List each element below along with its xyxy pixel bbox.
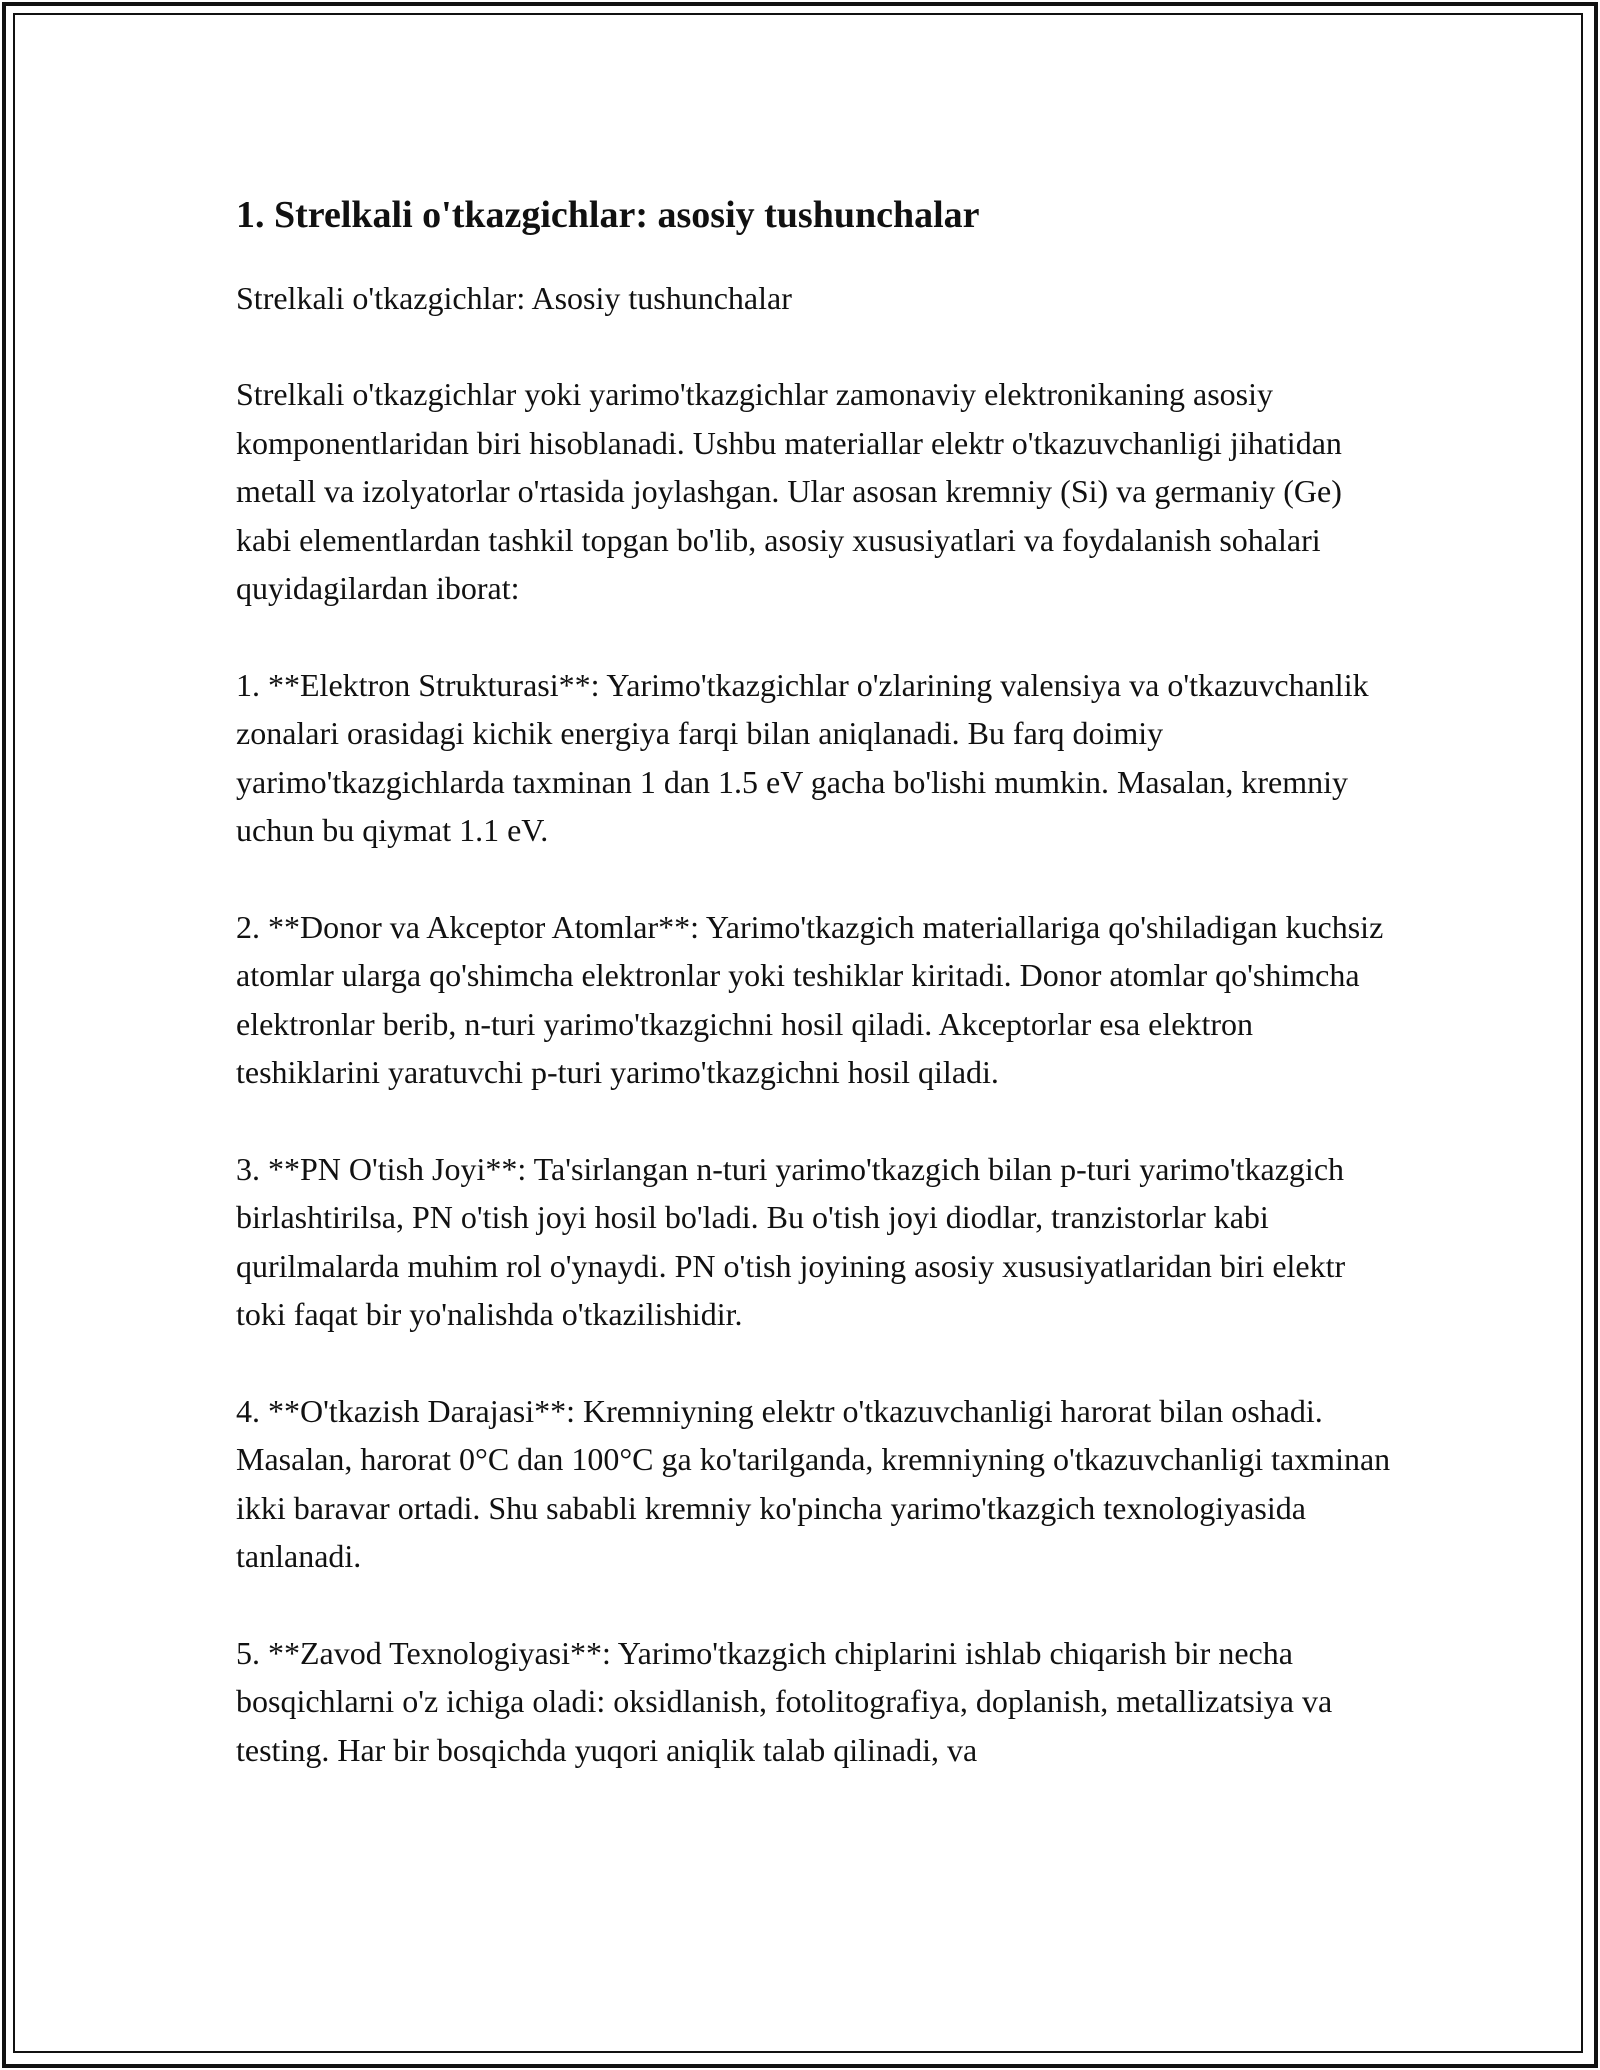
paragraph-fabrication: 5. **Zavod Texnologiyasi**: Yarimo'tkazgich chiplarini ishlab chiqarish bir necha bosqichlarni o'z ichiga oladi: oksidlanish, fotolitografiya, doplanish, metallizatsiya va testing. Har bir bosqichda yuqori aniqlik talab qilinadi, va bbox=[236, 1634, 1333, 1768]
document-title: 1. Strelkali o'tkazgichlar: asosiy tushunchalar bbox=[236, 194, 980, 236]
document-subtitle: Strelkali o'tkazgichlar: Asosiy tushunchalar bbox=[236, 280, 792, 316]
paragraph-donor-acceptor: 2. **Donor va Akceptor Atomlar**: Yarimo'tkazgich materiallariga qo'shiladigan kuchsiz atomlar ularga qo'shimcha elektronlar yoki teshiklar kiritadi. Donor atomlar qo'shimcha elektronlar berib, n-turi yarimo'tkazgichni hosil qiladi. Akceptorlar esa elektron teshiklarini yaratuvchi p-turi yarimo'tkazgichni hosil qiladi. bbox=[236, 908, 1384, 1090]
paragraph-electron-structure: 1. **Elektron Strukturasi**: Yarimo'tkazgichlar o'zlarining valensiya va o'tkazuvchanlik zonalari orasidagi kichik energiya farqi bilan aniqlanadi. Bu farq doimiy yarimo'tkazgichlarda taxminan 1 dan 1.5 eV gacha bo'lishi mumkin. Masalan, kremniy uchun bu qiymat 1.1 eV. bbox=[236, 666, 1369, 848]
paragraph-conductivity: 4. **O'tkazish Darajasi**: Kremniyning elektr o'tkazuvchanligi harorat bilan oshadi. Masalan, harorat 0°C dan 100°C ga ko'tarilganda, kremniyning o'tkazuvchanligi taxminan ikki baravar ortadi. Shu sababli kremniy ko'pincha yarimo'tkazgich texnologiyasida tanlanadi. bbox=[236, 1392, 1391, 1574]
document-body bbox=[236, 190, 1396, 1822]
paragraph-pn-junction: 3. **PN O'tish Joyi**: Ta'sirlangan n-turi yarimo'tkazgich bilan p-turi yarimo'tkazgich birlashtirilsa, PN o'tish joyi hosil bo'ladi. Bu o'tish joyi diodlar, tranzistorlar kabi qurilmalarda muhim rol o'ynaydi. PN o'tish joyining asosiy xususiyatlaridan biri elektr toki faqat bir yo'nalishda o'tkazilishidir. bbox=[236, 1150, 1346, 1332]
intro-paragraph: Strelkali o'tkazgichlar yoki yarimo'tkazgichlar zamonaviy elektronikaning asosiy komponentlaridan biri hisoblanadi. Ushbu materiallar elektr o'tkazuvchanligi jihatidan metall va izolyatorlar o'rtasida joylashgan. Ular asosan kremniy (Si) va germaniy (Ge) kabi elementlardan tashkil topgan bo'lib, asosiy xususiyatlari va foydalanish sohalari quyidagilardan iborat: bbox=[236, 376, 1342, 606]
